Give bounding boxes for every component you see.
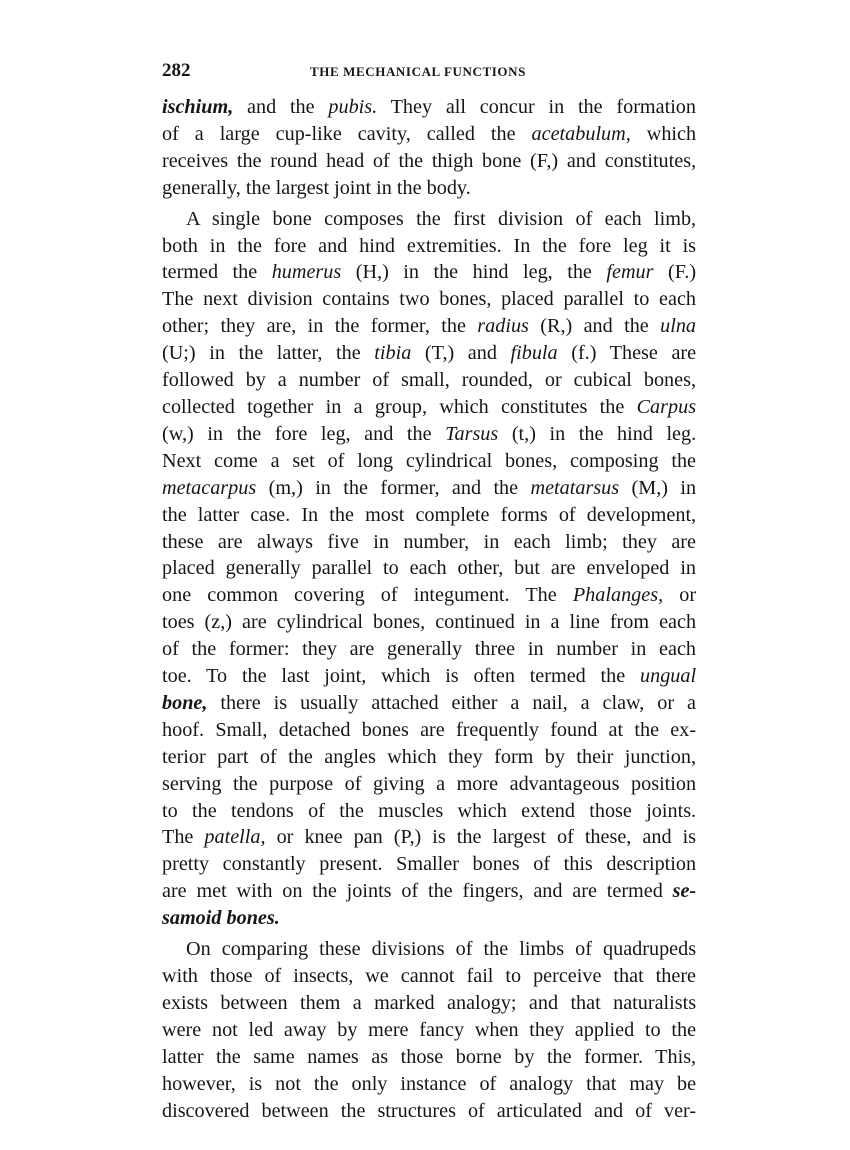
text-line: samoid bones. bbox=[162, 907, 280, 930]
text-line: both in the fore and hind extremities. In the fore leg it is bbox=[162, 234, 697, 257]
text-line: pretty constantly present. Smaller bones of this description bbox=[162, 853, 697, 876]
text-line: one common covering of integument. The Phalanges, or bbox=[162, 584, 697, 607]
text-line: bone, there is usually attached either a nail, a claw, or a bbox=[162, 691, 697, 714]
paragraph-1 bbox=[162, 94, 696, 202]
text-line: A single bone composes the first division of each limb, bbox=[186, 207, 697, 230]
page-number: 282 bbox=[162, 60, 191, 81]
text-line: discovered between the structures of articulated and of ver- bbox=[162, 1099, 697, 1122]
text-line: (w,) in the fore leg, and the Tarsus (t,) in the hind leg. bbox=[162, 422, 697, 445]
text-line: ischium, and the pubis. They all concur in the formation bbox=[162, 96, 696, 118]
text-line: to the tendons of the muscles which extend those joints. bbox=[162, 799, 697, 822]
text-line: of the former: they are generally three in number in each bbox=[162, 638, 697, 661]
text-line: these are always five in number, in each limb; they are bbox=[162, 530, 696, 553]
running-title: THE MECHANICAL FUNCTIONS bbox=[310, 64, 526, 79]
text-line: On comparing these divisions of the limbs of quadrupeds bbox=[186, 938, 697, 961]
text-line: are met with on the joints of the fingers, and are termed se- bbox=[162, 880, 697, 903]
text-line: hoof. Small, detached bones are frequently found at the ex- bbox=[162, 718, 697, 741]
text-line: placed generally parallel to each other, but are enveloped in bbox=[162, 557, 697, 580]
text-line: followed by a number of small, rounded, or cubical bones, bbox=[162, 369, 696, 392]
text-line: serving the purpose of giving a more advantageous position bbox=[162, 772, 697, 795]
text-line: The patella, or knee pan (P,) is the largest of these, and is bbox=[162, 826, 697, 849]
text-line: however, is not the only instance of analogy that may be bbox=[162, 1072, 697, 1095]
paragraph-2 bbox=[162, 206, 696, 932]
text-line: metacarpus (m,) in the former, and the metatarsus (M,) in bbox=[162, 476, 697, 499]
text-line: latter the same names as those borne by the former. This, bbox=[162, 1045, 697, 1068]
text-line: the latter case. In the most complete forms of development, bbox=[162, 503, 697, 526]
paragraph-3 bbox=[162, 936, 696, 1124]
text-line: receives the round head of the thigh bone (F,) and constitutes, bbox=[162, 149, 697, 172]
text-line: other; they are, in the former, the radius (R,) and the ulna bbox=[162, 315, 697, 338]
text-line: collected together in a group, which constitutes the Carpus bbox=[162, 395, 697, 418]
text-line: generally, the largest joint in the body. bbox=[162, 176, 471, 199]
text-line: exists between them a marked analogy; and that naturalists bbox=[162, 991, 697, 1014]
text-line: (U;) in the latter, the tibia (T,) and fibula (f.) These are bbox=[162, 342, 697, 365]
book-page bbox=[162, 60, 696, 1124]
text-line: were not led away by mere fancy when they applied to the bbox=[162, 1018, 697, 1041]
text-line: toes (z,) are cylindrical bones, continued in a line from each bbox=[162, 611, 697, 634]
text-line: termed the humerus (H,) in the hind leg, the femur (F.) bbox=[162, 261, 697, 284]
text-line: of a large cup-like cavity, called the acetabulum, which bbox=[162, 122, 697, 145]
text-line: Next come a set of long cylindrical bones, composing the bbox=[162, 449, 697, 472]
running-head bbox=[162, 60, 696, 86]
text-line: terior part of the angles which they form by their junction, bbox=[162, 745, 697, 768]
text-line: toe. To the last joint, which is often termed the ungual bbox=[162, 665, 697, 688]
text-line: The next division contains two bones, placed parallel to each bbox=[162, 288, 697, 311]
text-line: with those of insects, we cannot fail to perceive that there bbox=[162, 965, 697, 987]
